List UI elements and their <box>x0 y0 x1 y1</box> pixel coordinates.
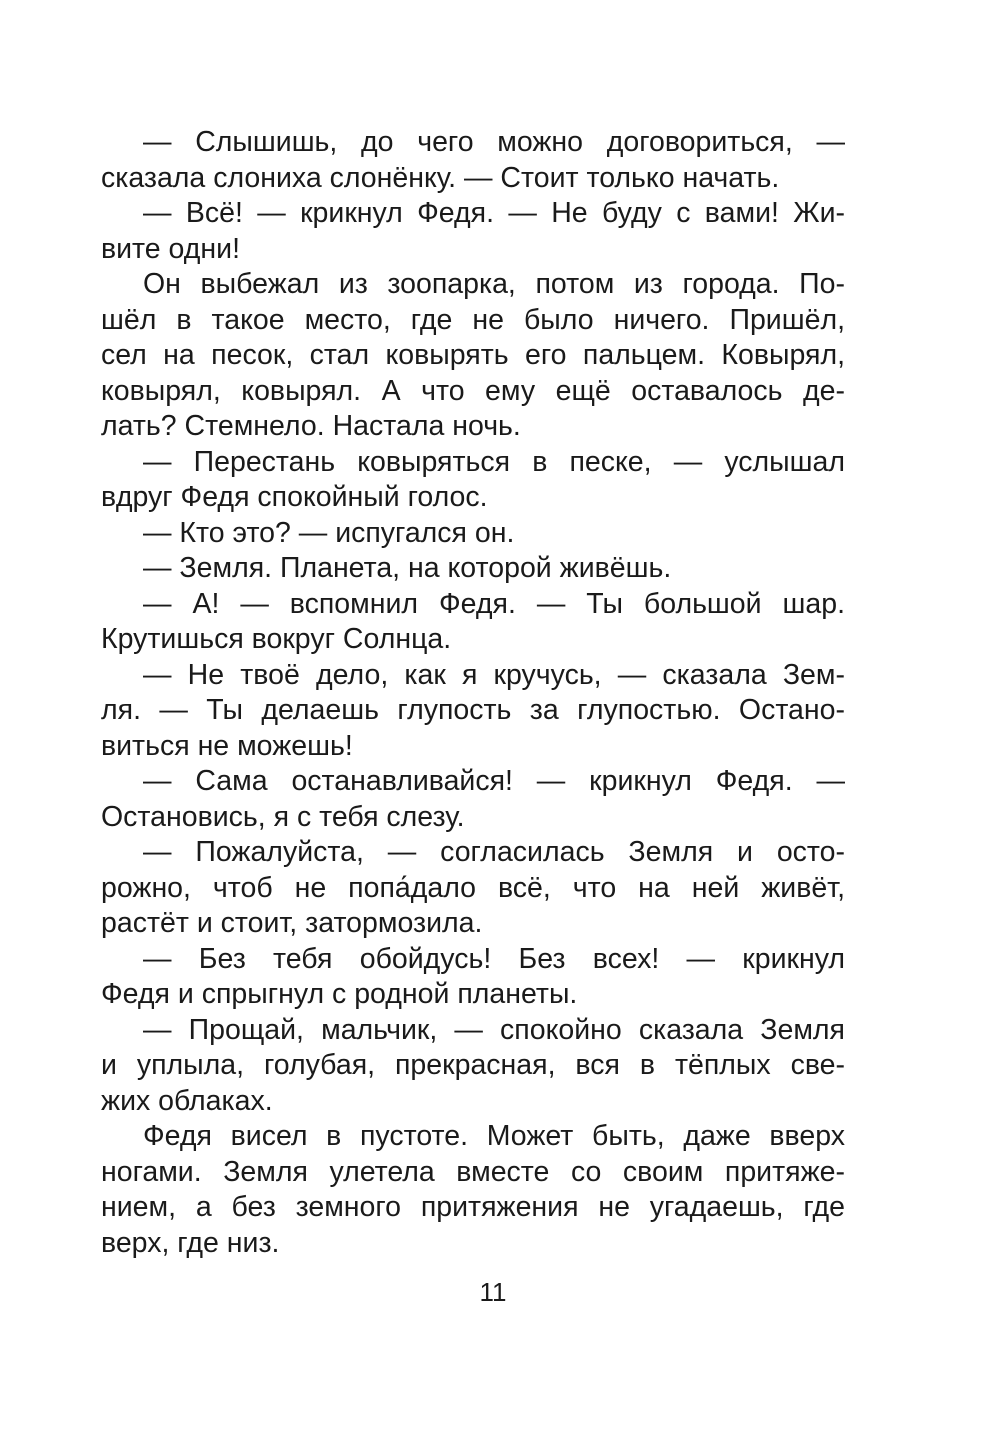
text-line: Остановись, я с тебя слезу. <box>101 800 465 833</box>
text-line: ногами. Земля улетела вместе со своим притяже- <box>101 1155 845 1188</box>
text-line: — А! — вспомнил Федя. — Ты большой шар. <box>143 587 845 620</box>
text-line: сел на песок, стал ковырять его пальцем. Ковырял, <box>101 339 845 371</box>
text-line: растёт и стоит, затормозила. <box>101 907 483 939</box>
text-line: шёл в такое место, где не было ничего. Пришёл, <box>101 303 845 336</box>
text-line: виться не можешь! <box>101 729 353 762</box>
text-line: вдруг Федя спокойный голос. <box>101 481 488 513</box>
text-line: Федя и спрыгнул с родной планеты. <box>101 978 578 1010</box>
text-line: сказала слониха слонёнку. — Стоит только начать. <box>101 161 780 194</box>
text-line: Крутишься вокруг Солнца. <box>101 623 452 655</box>
text-line: вите одни! <box>101 232 240 265</box>
text-line: лать? Стемнело. Настала ночь. <box>101 410 521 442</box>
text-line: — Земля. Планета, на которой живёшь. <box>143 552 672 584</box>
text-line: — Пожалуйста, — согласилась Земля и осто- <box>143 836 845 868</box>
text-line: — Кто это? — испугался он. <box>143 516 515 549</box>
text-line: верх, где низ. <box>101 1226 280 1259</box>
story-text <box>101 125 845 1261</box>
text-line: — Сама останавливайся! — крикнул Федя. — <box>143 765 845 797</box>
text-line: — Не твоё дело, как я кручусь, — сказала Зем- <box>143 658 845 691</box>
text-line: нием, а без земного притяжения не угадаешь, где <box>101 1191 845 1223</box>
text-line: — Всё! — крикнул Федя. — Не буду с вами! Жи- <box>143 197 845 229</box>
text-line: и уплыла, голубая, прекрасная, вся в тёплых све- <box>101 1049 845 1081</box>
text-line: рожно, чтоб не попа́дало всё, что на ней живёт, <box>101 871 845 904</box>
text-line: — Прощай, мальчик, — спокойно сказала Земля <box>143 1013 845 1046</box>
text-line: Федя висел в пустоте. Может быть, даже вверх <box>143 1120 845 1152</box>
text-line: жих облаках. <box>101 1084 273 1117</box>
text-line: Он выбежал из зоопарка, потом из города. По- <box>143 268 845 300</box>
text-line: — Слышишь, до чего можно договориться, — <box>143 126 845 158</box>
text-line: ковырял, ковырял. А что ему ещё оставалось де- <box>101 374 845 407</box>
text-line: — Без тебя обойдусь! Без всех! — крикнул <box>143 942 845 975</box>
page-number: 11 <box>479 1277 507 1307</box>
text-line: ля. — Ты делаешь глупость за глупостью. Остано- <box>101 694 845 726</box>
text-line: — Перестань ковыряться в песке, — услышал <box>143 445 845 478</box>
